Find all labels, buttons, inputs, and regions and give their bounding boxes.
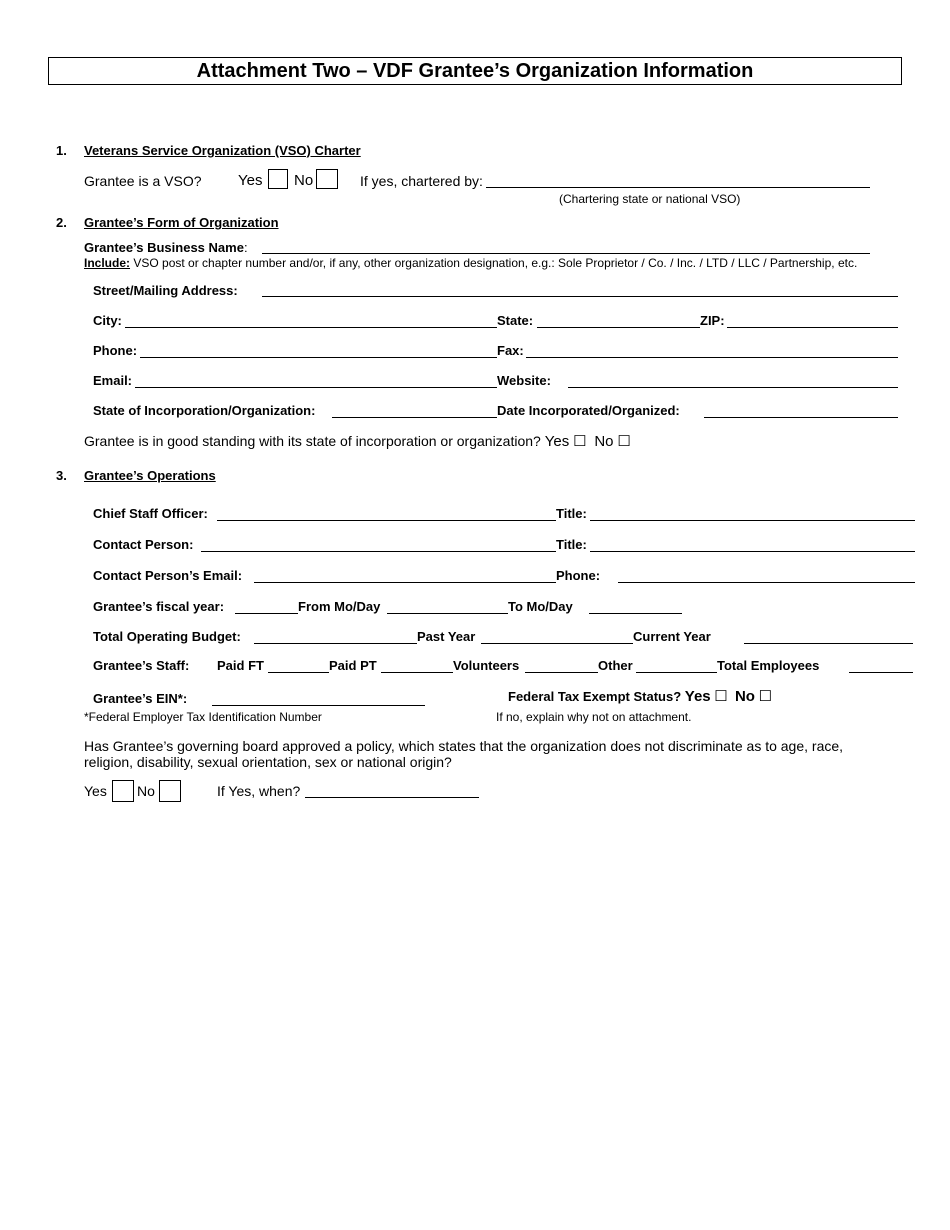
paid-ft-label: Paid FT <box>217 658 264 673</box>
good-standing-no-label: No <box>594 433 614 450</box>
contact-email-label: Contact Person’s Email: <box>93 568 243 583</box>
if-yes-when-label: If Yes, when? <box>217 783 301 799</box>
contact-person-field[interactable] <box>201 551 556 552</box>
past-year-field[interactable] <box>481 643 633 644</box>
fax-field[interactable] <box>526 357 898 358</box>
to-field[interactable] <box>589 613 682 614</box>
policy-question-line-2: religion, disability, sexual orientation, sex or national origin? <box>84 754 452 770</box>
contact-phone-label: Phone: <box>556 568 601 583</box>
tax-exempt-no-label: No <box>734 688 755 705</box>
current-year-label: Current Year <box>633 629 711 644</box>
business-name-field[interactable] <box>262 253 870 254</box>
total-employees-label: Total Employees <box>717 658 820 673</box>
state-incorporation-label: State of Incorporation/Organization: <box>93 403 316 418</box>
tax-exempt-yes-checkbox[interactable]: ☐ <box>714 688 728 705</box>
state-label: State: <box>497 313 534 328</box>
title-box <box>48 57 902 85</box>
policy-no-checkbox[interactable] <box>159 780 181 802</box>
phone-label: Phone: <box>93 343 138 358</box>
street-field[interactable] <box>262 296 898 297</box>
vso-yes-label: Yes <box>238 172 263 189</box>
tax-exempt-row <box>508 687 772 705</box>
section-3-heading: Grantee’s Operations <box>84 468 216 483</box>
chartered-by-note: (Chartering state or national VSO) <box>559 192 741 206</box>
tax-exempt-note: If no, explain why not on attachment. <box>496 710 692 724</box>
zip-field[interactable] <box>727 327 898 328</box>
policy-yes-label: Yes <box>84 783 107 799</box>
paid-pt-label: Paid PT <box>329 658 377 673</box>
date-incorporated-field[interactable] <box>704 417 898 418</box>
email-field[interactable] <box>135 387 497 388</box>
section-2-heading: Grantee’s Form of Organization <box>84 215 279 230</box>
city-label: City: <box>93 313 122 328</box>
business-name-label: Grantee’s Business Name <box>84 240 244 255</box>
budget-field[interactable] <box>254 643 417 644</box>
contact-phone-field[interactable] <box>618 582 915 583</box>
page-title: Attachment Two – VDF Grantee’s Organization Information <box>196 60 754 82</box>
section-3-number: 3. <box>56 468 67 483</box>
volunteers-field[interactable] <box>525 672 598 673</box>
street-label: Street/Mailing Address: <box>93 283 238 298</box>
chief-staff-label: Chief Staff Officer: <box>93 506 208 521</box>
other-label: Other <box>598 658 633 673</box>
paid-pt-field[interactable] <box>381 672 453 673</box>
good-standing-no-checkbox[interactable]: ☐ <box>617 433 631 450</box>
include-label: Include: <box>84 256 131 270</box>
ein-field[interactable] <box>212 705 425 706</box>
business-name-row <box>84 240 248 255</box>
contact-email-field[interactable] <box>254 582 556 583</box>
to-label: To Mo/Day <box>508 599 573 614</box>
include-text: VSO post or chapter number and/or, if any, other organization designation, e.g.: Sole Proprietor / Co. / Inc. / LTD / LLC / Partnership, etc. <box>130 256 858 270</box>
contact-person-label: Contact Person: <box>93 537 194 552</box>
zip-label: ZIP: <box>700 313 725 328</box>
website-label: Website: <box>497 373 551 388</box>
other-field[interactable] <box>636 672 717 673</box>
phone-field[interactable] <box>140 357 497 358</box>
website-field[interactable] <box>568 387 898 388</box>
policy-yes-checkbox[interactable] <box>112 780 134 802</box>
business-name-colon: : <box>243 240 248 255</box>
good-standing-yes-checkbox[interactable]: ☐ <box>573 433 587 450</box>
date-incorporated-label: Date Incorporated/Organized: <box>497 403 680 418</box>
fax-label: Fax: <box>497 343 524 358</box>
policy-no-label: No <box>137 783 155 799</box>
chief-title-label: Title: <box>556 506 587 521</box>
chartered-by-field[interactable] <box>486 187 870 188</box>
vso-no-checkbox[interactable] <box>316 169 338 189</box>
chief-staff-field[interactable] <box>217 520 556 521</box>
vso-no-label: No <box>294 172 314 189</box>
budget-label: Total Operating Budget: <box>93 629 241 644</box>
good-standing-row <box>84 432 631 450</box>
from-label: From Mo/Day <box>298 599 381 614</box>
state-field[interactable] <box>537 327 700 328</box>
tax-exempt-no-checkbox[interactable]: ☐ <box>758 688 773 705</box>
fiscal-year-field[interactable] <box>235 613 298 614</box>
ein-note: *Federal Employer Tax Identification Number <box>84 710 322 724</box>
include-row <box>84 256 857 270</box>
chief-title-field[interactable] <box>590 520 915 521</box>
tax-exempt-yes-label: Yes <box>684 688 711 705</box>
city-field[interactable] <box>125 327 497 328</box>
tax-exempt-label: Federal Tax Exempt Status? <box>508 689 682 704</box>
current-year-field[interactable] <box>744 643 913 644</box>
volunteers-label: Volunteers <box>453 658 520 673</box>
vso-yes-checkbox[interactable] <box>268 169 288 189</box>
section-1-number: 1. <box>56 143 67 158</box>
good-standing-question: Grantee is in good standing with its state of incorporation or organization? <box>84 433 541 449</box>
paid-ft-field[interactable] <box>268 672 329 673</box>
total-employees-field[interactable] <box>849 672 913 673</box>
email-label: Email: <box>93 373 133 388</box>
state-incorporation-field[interactable] <box>332 417 497 418</box>
staff-label: Grantee’s Staff: <box>93 658 190 673</box>
chartered-by-label: If yes, chartered by: <box>360 173 483 189</box>
section-1-heading: Veterans Service Organization (VSO) Charter <box>84 143 361 158</box>
vso-question: Grantee is a VSO? <box>84 173 202 189</box>
contact-title-label: Title: <box>556 537 587 552</box>
fiscal-year-label: Grantee’s fiscal year: <box>93 599 225 614</box>
ein-label: Grantee’s EIN*: <box>93 691 188 706</box>
contact-title-field[interactable] <box>590 551 915 552</box>
past-year-label: Past Year <box>417 629 476 644</box>
good-standing-yes-label: Yes <box>544 433 570 450</box>
section-2-number: 2. <box>56 215 67 230</box>
if-yes-when-field[interactable] <box>305 797 479 798</box>
policy-question-line-1: Has Grantee’s governing board approved a policy, which states that the organization does not discriminate as to age, race, <box>84 738 844 754</box>
from-field[interactable] <box>387 613 508 614</box>
